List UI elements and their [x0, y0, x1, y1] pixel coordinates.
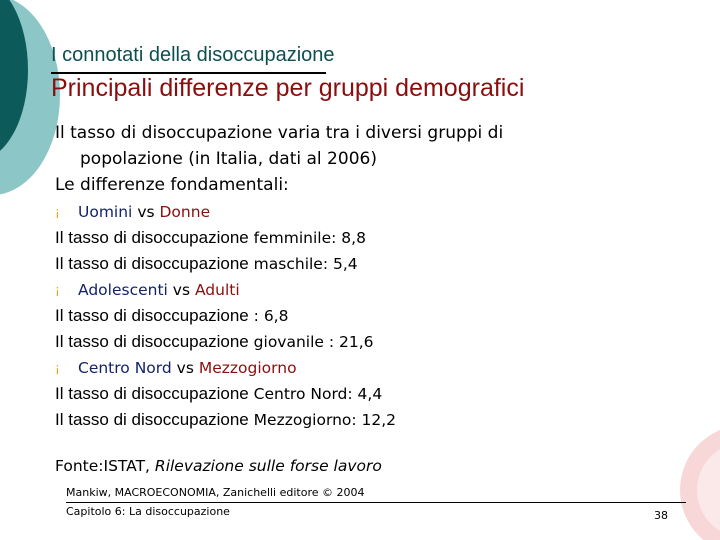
source-title: Rilevazione sulle forse lavoro [154, 457, 382, 475]
slide-title: Principali differenze per gruppi demografici [51, 74, 525, 102]
group-heading [55, 355, 685, 381]
page-number: 38 [654, 509, 668, 522]
intro-line-2: popolazione (in Italia, dati al 2006) [80, 149, 377, 169]
bullet-icon: ¡ [55, 283, 60, 297]
line-tail: Mezzogiorno: 12,2 [253, 411, 397, 429]
group-heading [55, 277, 685, 303]
slide-subtitle: I connotati della disoccupazione [51, 44, 335, 66]
group-heading [55, 199, 685, 225]
footer-publisher: Mankiw, MACROECONOMIA, Zanichelli editore © 2004 [66, 486, 365, 499]
group-left: Adolescenti [78, 281, 168, 299]
line-tail: femminile: 8,8 [253, 229, 366, 247]
group-vs: vs [137, 203, 155, 221]
line-tail: Centro Nord: 4,4 [253, 385, 383, 403]
group-vs: vs [172, 281, 191, 299]
group-line [55, 251, 685, 277]
group-vs: vs [176, 359, 194, 377]
line-head: Il tasso di disoccupazione [55, 384, 249, 403]
group-list [55, 199, 685, 433]
group-right: Mezzogiorno [198, 359, 297, 377]
bottom-right-decoration [670, 420, 720, 540]
footer-chapter: Capitolo 6: La disoccupazione [66, 505, 230, 518]
line-tail: : 6,8 [253, 307, 289, 325]
footer-divider [66, 502, 686, 503]
intro-line-3: Le differenze fondamentali: [55, 175, 289, 195]
group-left: Centro Nord [78, 359, 172, 377]
line-tail: maschile: 5,4 [253, 255, 358, 273]
bullet-icon: ¡ [55, 205, 60, 219]
line-head: Il tasso di disoccupazione [55, 332, 249, 351]
line-head: Il tasso di disoccupazione [55, 254, 249, 273]
line-tail: giovanile : 21,6 [253, 333, 374, 351]
group-line [55, 407, 685, 433]
line-head: Il tasso di disoccupazione [55, 306, 249, 325]
group-line [55, 381, 685, 407]
group-left: Uomini [78, 203, 133, 221]
group-line [55, 329, 685, 355]
line-head: Il tasso di disoccupazione [55, 228, 249, 247]
group-line [55, 303, 685, 329]
intro-line-1: Il tasso di disoccupazione varia tra i diversi gruppi di [55, 123, 504, 143]
bullet-icon: ¡ [55, 361, 60, 375]
source-prefix: Fonte:ISTAT, [55, 457, 150, 475]
group-line [55, 225, 685, 251]
group-right: Adulti [194, 281, 240, 299]
group-right: Donne [159, 203, 211, 221]
slide-body [55, 120, 685, 433]
intro-text [55, 120, 685, 198]
line-head: Il tasso di disoccupazione [55, 410, 249, 429]
source-note [55, 457, 382, 475]
